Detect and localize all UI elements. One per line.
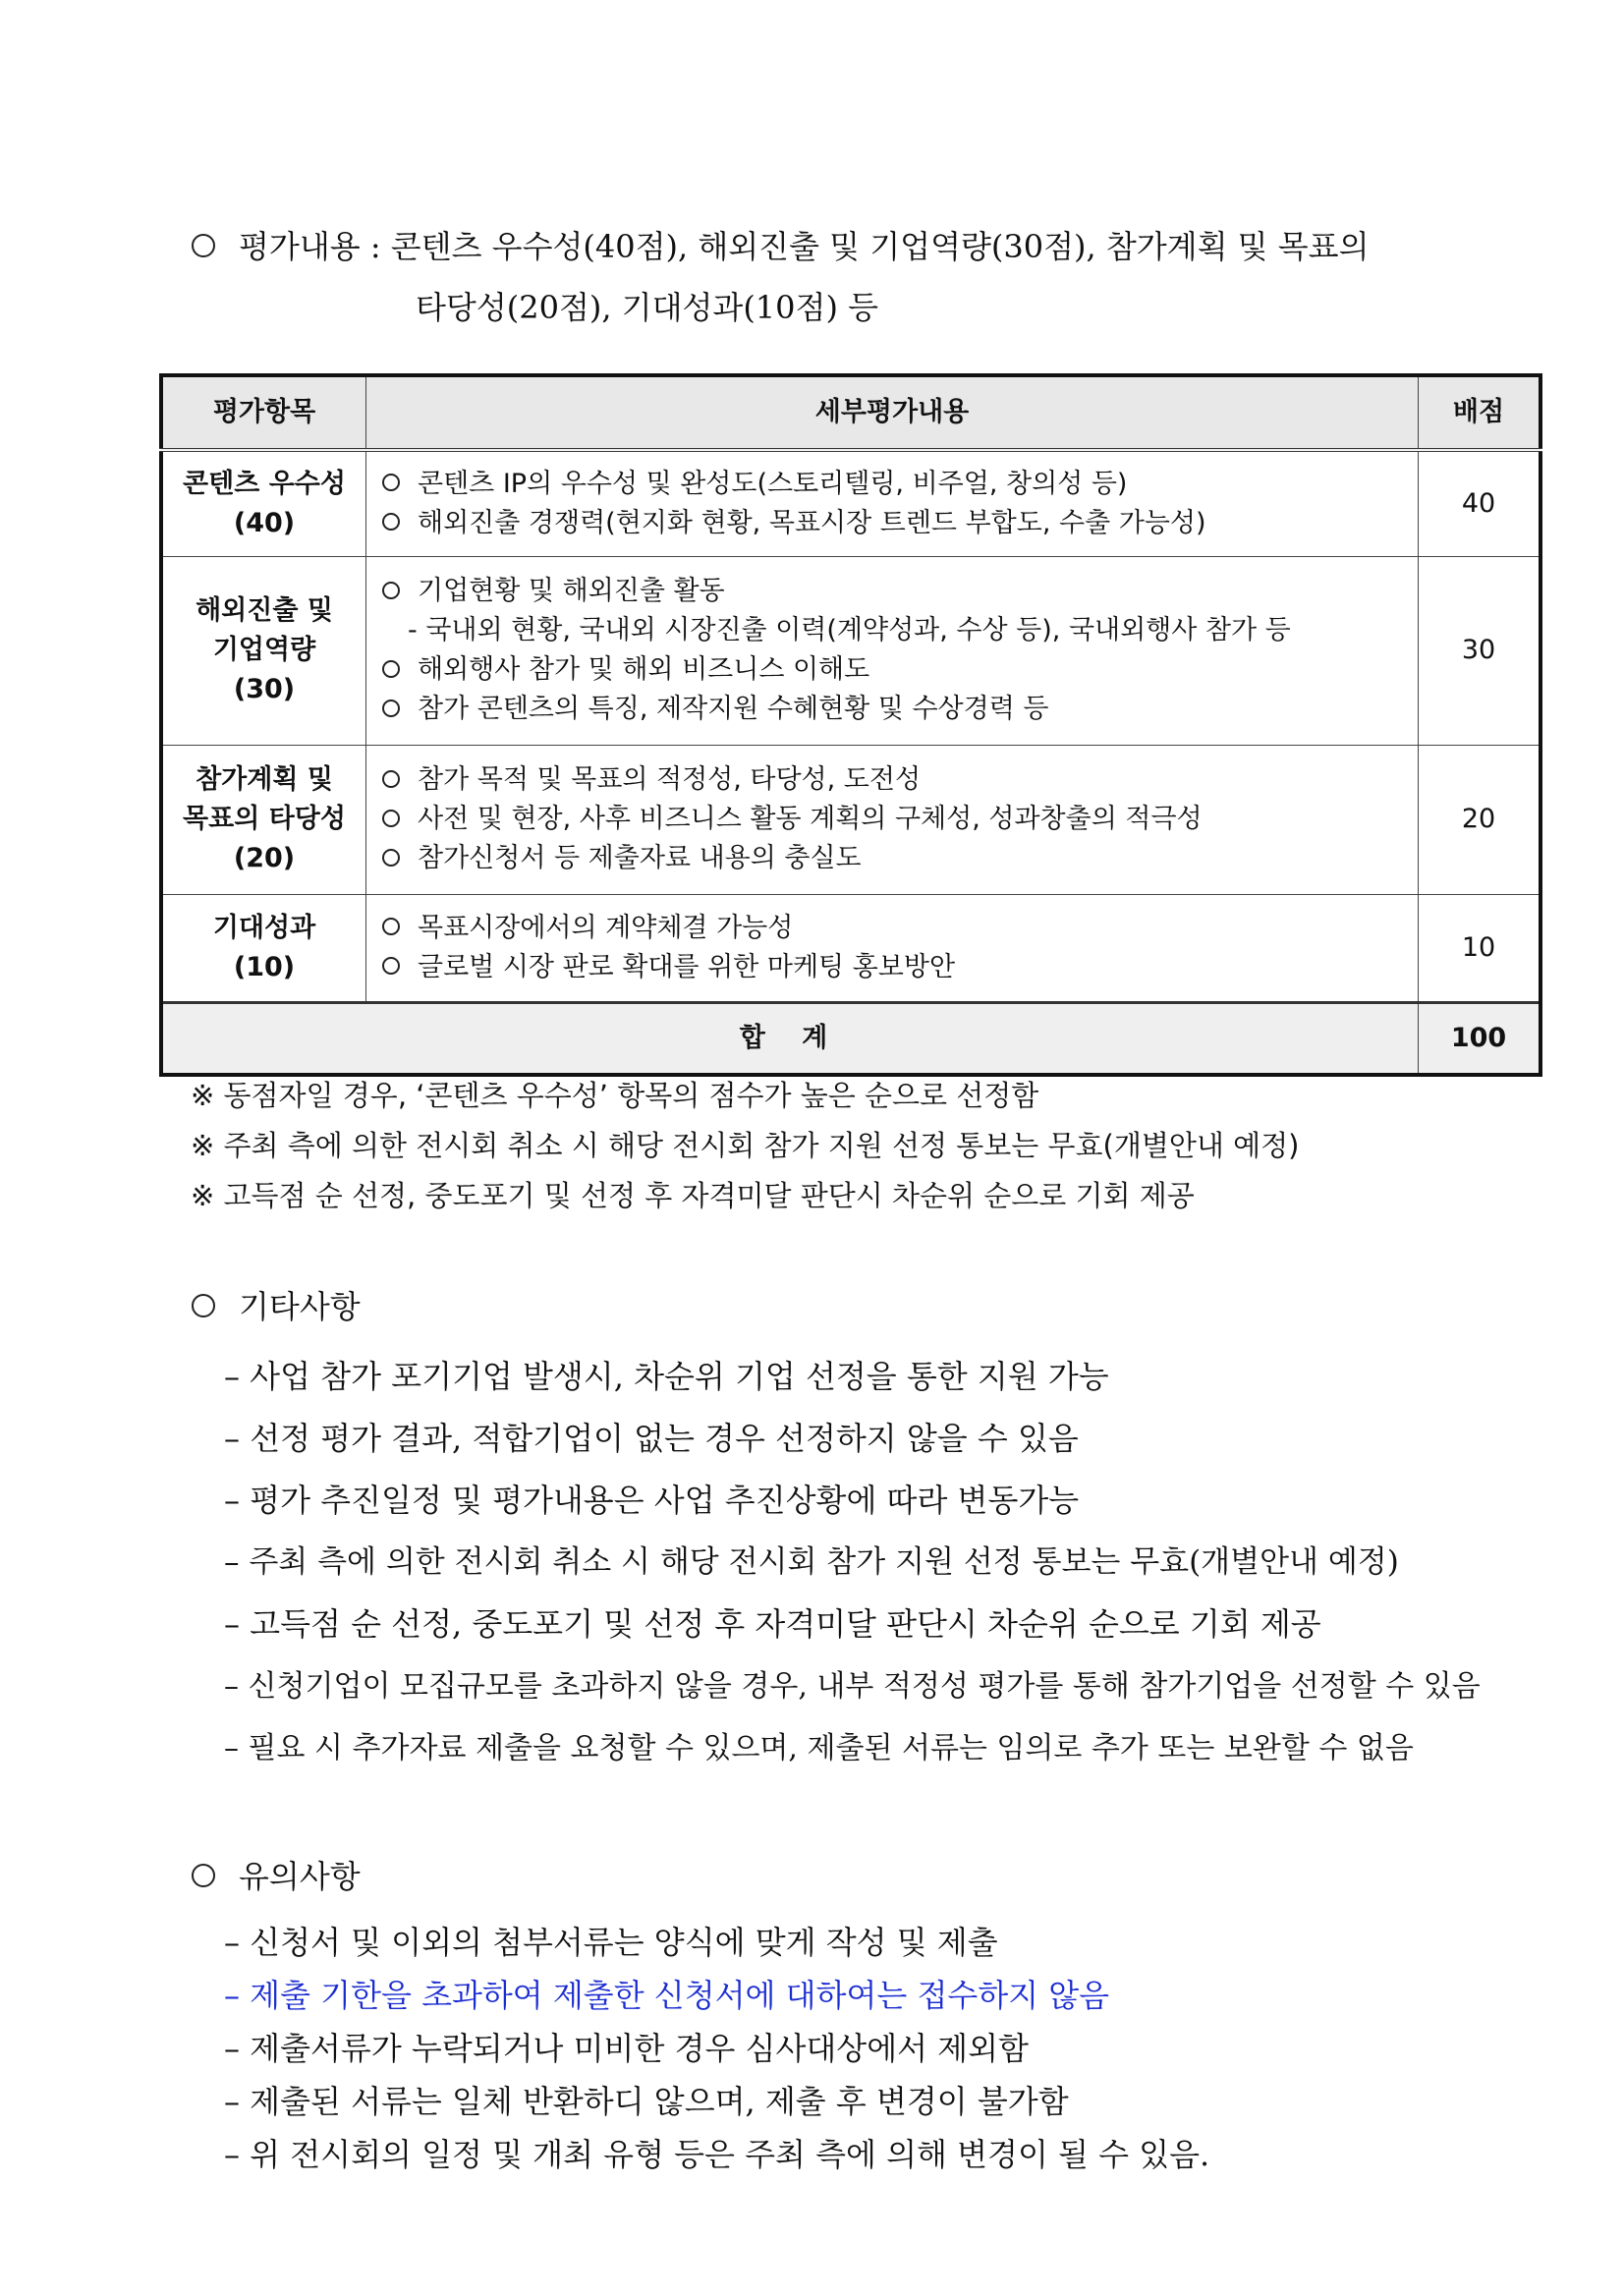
etc-section-title: 기타사항 — [192, 1282, 361, 1327]
header-score: 배점 — [1419, 375, 1541, 450]
total-label: 합 계 — [161, 1002, 1419, 1075]
table-total-row — [161, 1002, 1540, 1075]
table-header-row — [161, 375, 1540, 450]
circle-bullet-icon — [192, 1294, 215, 1317]
row-details — [366, 556, 1419, 745]
list-item: – 고득점 순 선정, 중도포기 및 선정 후 자격미달 판단시 차순위 순으로 기회 제공 — [224, 1605, 1321, 1643]
list-item: – 제출서류가 누락되거나 미비한 경우 심사대상에서 제외함 — [224, 2030, 1029, 2067]
circle-bullet-icon — [192, 234, 215, 257]
detail-item: 참가 목적 및 목표의 적정성, 타당성, 도전성 — [382, 760, 1402, 800]
detail-item: 기업현황 및 해외진출 활동 — [382, 572, 1402, 611]
row-category — [161, 745, 366, 894]
row-category — [161, 894, 366, 1002]
header-category: 평가항목 — [161, 375, 366, 450]
row-score: 40 — [1419, 450, 1541, 556]
caution-section-title: 유의사항 — [192, 1852, 361, 1897]
row-details — [366, 450, 1419, 556]
category-name: 콘텐츠 우수성 — [183, 468, 346, 499]
category-name: 기대성과 — [212, 912, 316, 943]
hollow-bullet-icon — [382, 582, 400, 599]
evaluation-line-1: 평가내용 : 콘텐츠 우수성(40점), 해외진출 및 기업역량(30점), 참가계획 및 목표의 — [239, 228, 1370, 265]
table-row — [161, 450, 1540, 556]
caution-list — [224, 1916, 1209, 2181]
hollow-bullet-icon — [382, 957, 400, 975]
detail-item: 해외진출 경쟁력(현지화 현황, 목표시장 트렌드 부합도, 수출 가능성) — [382, 504, 1402, 543]
hollow-bullet-icon — [382, 700, 400, 717]
row-details — [366, 894, 1419, 1002]
detail-item: 목표시장에서의 계약체결 가능성 — [382, 909, 1402, 948]
list-item: – 주최 측에 의한 전시회 취소 시 해당 전시회 참가 지원 선정 통보는 무효(개별안내 예정) — [224, 1544, 1399, 1580]
row-score: 10 — [1419, 894, 1541, 1002]
detail-item: 사전 및 현장, 사후 비즈니스 활동 계획의 구체성, 성과창출의 적극성 — [382, 800, 1402, 839]
detail-item: 참가 콘텐츠의 특징, 제작지원 수혜현황 및 수상경력 등 — [382, 690, 1402, 729]
note-item: ※ 고득점 순 선정, 중도포기 및 선정 후 자격미달 판단시 차순위 순으로 기회 제공 — [191, 1179, 1195, 1212]
evaluation-summary — [192, 224, 1528, 330]
list-item-highlighted: – 제출 기한을 초과하여 제출한 신청서에 대하여는 접수하지 않음 — [224, 1977, 1110, 2014]
evaluation-line-2: 타당성(20점), 기대성과(10점) 등 — [416, 289, 879, 326]
list-item: – 사업 참가 포기기업 발생시, 차순위 기업 선정을 통한 지원 가능 — [224, 1358, 1109, 1395]
hollow-bullet-icon — [382, 918, 400, 935]
table-notes — [191, 1071, 1299, 1221]
header-details: 세부평가내용 — [366, 375, 1419, 450]
list-item: – 필요 시 추가자료 제출을 요청할 수 있으며, 제출된 서류는 임의로 추가 또는 보완할 수 없음 — [224, 1731, 1414, 1765]
hollow-bullet-icon — [382, 810, 400, 827]
list-item: – 평가 추진일정 및 평가내용은 사업 추진상황에 따라 변동가능 — [224, 1482, 1080, 1519]
detail-subitem: - 국내외 현황, 국내외 시장진출 이력(계약성과, 수상 등), 국내외행사 참가 등 — [408, 615, 1291, 645]
hollow-bullet-icon — [382, 474, 400, 491]
category-points: (20) — [233, 843, 296, 873]
hollow-bullet-icon — [382, 513, 400, 531]
hollow-bullet-icon — [382, 660, 400, 678]
table-row — [161, 745, 1540, 894]
list-item: – 신청서 및 이외의 첨부서류는 양식에 맞게 작성 및 제출 — [224, 1924, 998, 1961]
total-score: 100 — [1419, 1002, 1541, 1075]
category-name: 해외진출 및 — [196, 595, 333, 626]
list-item: – 제출된 서류는 일체 반환하디 않으며, 제출 후 변경이 불가함 — [224, 2083, 1069, 2120]
note-item: ※ 주최 측에 의한 전시회 취소 시 해당 전시회 참가 지원 선정 통보는 무효(개별안내 예정) — [191, 1129, 1300, 1162]
detail-item: 해외행사 참가 및 해외 비즈니스 이해도 — [382, 650, 1402, 690]
row-score: 30 — [1419, 556, 1541, 745]
list-item: – 선정 평가 결과, 적합기업이 없는 경우 선정하지 않을 수 있음 — [224, 1420, 1079, 1457]
detail-item: 참가신청서 등 제출자료 내용의 충실도 — [382, 839, 1402, 878]
hollow-bullet-icon — [382, 849, 400, 867]
detail-item: 글로벌 시장 판로 확대를 위한 마케팅 홍보방안 — [382, 948, 1402, 987]
category-points: (30) — [233, 674, 296, 704]
list-item: – 위 전시회의 일정 및 개최 유형 등은 주최 측에 의해 변경이 될 수 있음. — [224, 2136, 1210, 2173]
circle-bullet-icon — [192, 1864, 215, 1887]
category-name: 참가계획 및 — [196, 764, 333, 795]
note-item: ※ 동점자일 경우, ‘콘텐츠 우수성’ 항목의 점수가 높은 순으로 선정함 — [191, 1079, 1039, 1112]
evaluation-table — [159, 373, 1542, 1077]
category-points: (10) — [233, 951, 296, 982]
hollow-bullet-icon — [382, 770, 400, 788]
table-row — [161, 894, 1540, 1002]
etc-list — [224, 1346, 1481, 1779]
category-name-2: 기업역량 — [212, 635, 316, 665]
category-name-2: 목표의 타당성 — [183, 804, 346, 834]
list-item: – 신청기업이 모집규모를 초과하지 않을 경우, 내부 적정성 평가를 통해 참가기업을 선정할 수 있음 — [224, 1669, 1481, 1704]
row-score: 20 — [1419, 745, 1541, 894]
row-category — [161, 556, 366, 745]
table-row — [161, 556, 1540, 745]
row-details — [366, 745, 1419, 894]
row-category — [161, 450, 366, 556]
detail-item: 콘텐츠 IP의 우수성 및 완성도(스토리텔링, 비주얼, 창의성 등) — [382, 465, 1402, 504]
category-points: (40) — [233, 507, 296, 538]
